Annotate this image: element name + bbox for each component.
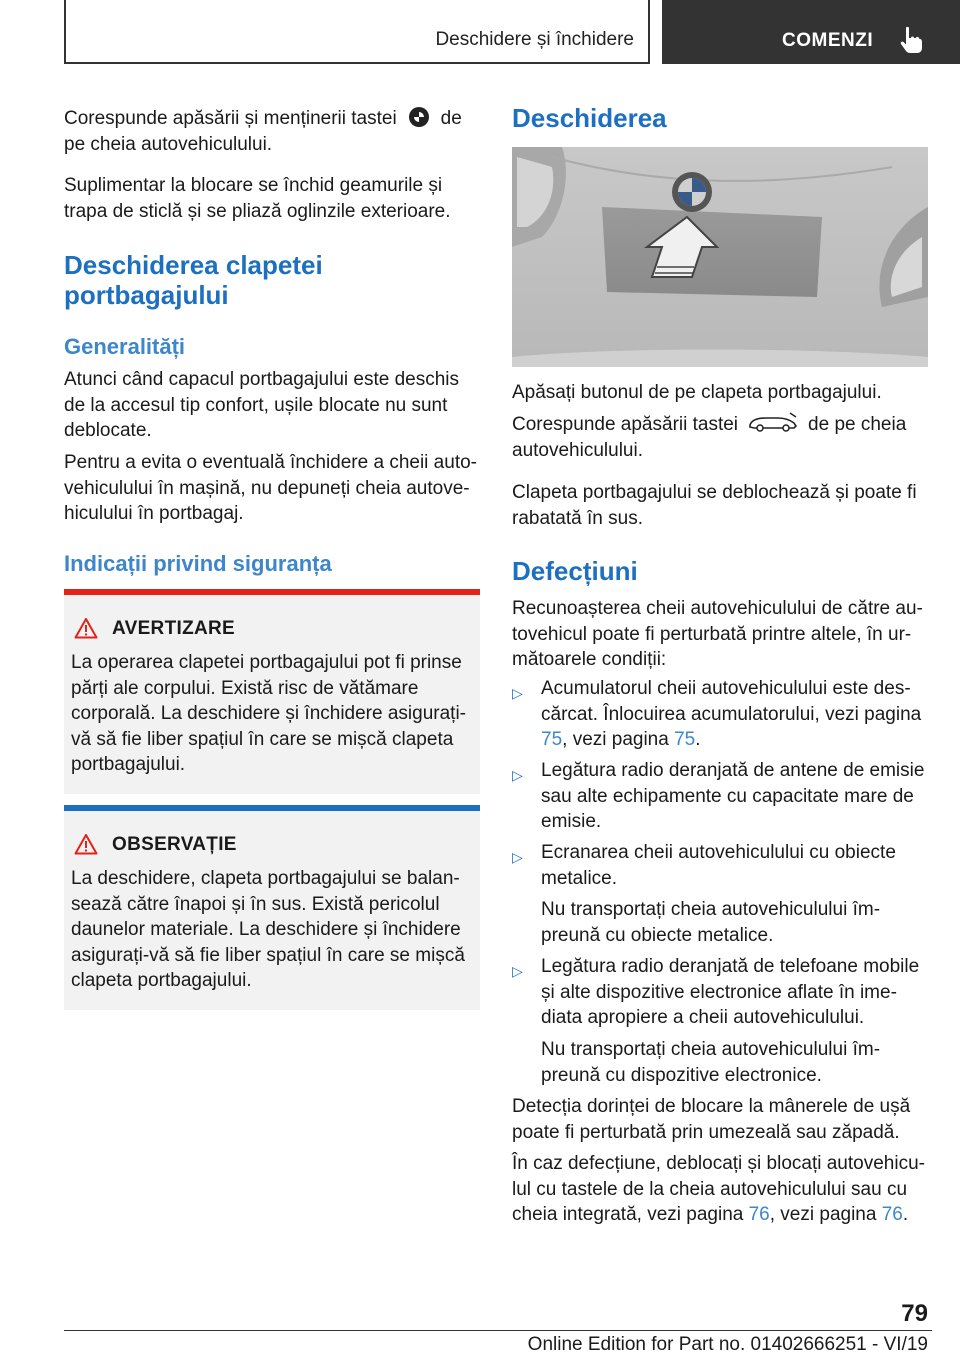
bullet-triangle-icon: ▷ (512, 685, 523, 701)
list-item-subtext: Nu transportați cheia autovehiculului împreună cu dispozitive electronice. (541, 1039, 881, 1086)
car-trunk-icon (748, 411, 798, 433)
notice-title: OBSERVAȚIE (112, 834, 237, 855)
heading-safety: Indicații privind siguranța (64, 551, 332, 576)
text-hold-key-end: pe cheia autovehiculului. (64, 133, 273, 155)
text-fault-unlock: În caz defecțiune, deblocați și blocați autovehiculul cu tastele de la cheia autovehiculului sau cu cheia integrată, vezi pagina (512, 1153, 925, 1225)
page-link[interactable]: 76 (881, 1204, 903, 1225)
warning-text: La operarea clapetei portbagajului pot fi prinse părți ale corpului. Există risc de vătămare corporală. La deschidere și închidere asigurați-vă să fie liber spațiul în care se mișcă clapeta portbagajului. (71, 652, 466, 775)
list-item-text: Ecranarea cheii autovehiculului cu obiecte metalice. (541, 842, 896, 889)
paragraph-windows-close: Suplimentar la blocare se închid geamurile și trapa de sticlă și se pliază oglinzile exterioare. (64, 175, 451, 222)
paragraph-press-key (512, 412, 932, 463)
photo-caption: Apăsați butonul de pe clapeta portbagajului. (512, 382, 882, 403)
bullet-triangle-icon: ▷ (512, 767, 523, 783)
text-hold-key: Corespunde apăsării și menținerii tastei (64, 108, 397, 129)
paragraph-handles: Detecția dorinței de blocare la mânerele de ușă poate fi perturbată prin umezeală sau zăpadă. (512, 1096, 911, 1143)
heading-faults: Defecțiuni (512, 556, 638, 586)
heading-opening: Deschiderea (512, 103, 667, 133)
list-item-text-part: Acumulatorul cheii autovehiculului este descărcat. Înlocuirea acumulatorului, vezi pagina (541, 678, 922, 725)
warning-title: AVERTIZARE (112, 618, 235, 639)
paragraph-faults-intro: Recunoașterea cheii autovehiculului de către autovehicul poate fi perturbată printre altele, în următoarele condiții: (512, 598, 923, 670)
header-section-title: Deschidere și închidere (435, 29, 634, 50)
heading-open-trunk: Deschiderea clapetei portbagajului (64, 250, 323, 310)
text-hold-key-de: de (440, 108, 462, 129)
footer-divider (64, 1330, 932, 1331)
header-tab-label: COMENZI (782, 30, 874, 51)
bmw-key-icon (409, 107, 429, 127)
list-item-text: Legătura radio deranjată de antene de emisie sau alte echipamente cu capacitate mare de emisie. (541, 760, 925, 832)
notice-box (64, 805, 480, 1010)
page-link[interactable]: 76 (748, 1204, 770, 1225)
text-press-key: Corespunde apăsării tastei (512, 414, 739, 435)
header-tab-comenzi[interactable] (662, 0, 960, 64)
pointing-hand-icon (898, 26, 924, 54)
paragraph-fault-unlock (512, 1151, 932, 1228)
page-link[interactable]: 75 (541, 729, 563, 750)
list-item-text (541, 676, 929, 753)
text-fault-unlock-mid: , vezi pagina (769, 1204, 882, 1225)
warning-bar (64, 589, 480, 595)
notice-text: La deschidere, clapeta portbagajului se balansează către înapoi și în sus. Există pericolul daunelor materiale. La deschidere și închidere asigurați-vă să fie liber spațiul în care se mișcă clapeta portbagajului. (71, 868, 465, 991)
list-item-subtext: Nu transportați cheia autovehiculului împreună cu obiecte metalice. (541, 899, 881, 946)
paragraph-hold-key (64, 106, 482, 157)
text-fault-unlock-end: . (902, 1204, 909, 1225)
list-item-text-part: , vezi pagina (562, 729, 675, 750)
footer-edition: Online Edition for Part no. 01402666251 - VI/19 (527, 1334, 928, 1355)
text-press-key-end: autovehiculului. (512, 439, 643, 461)
heading-general: Generalități (64, 334, 186, 359)
paragraph-unlock: Clapeta portbagajului se deblochează și poate fi rabatată în sus. (512, 482, 917, 529)
notice-triangle-icon (74, 833, 98, 855)
trunk-button-photo (512, 147, 928, 367)
list-item-text-part: . (695, 729, 701, 750)
page-link[interactable]: 75 (674, 729, 696, 750)
paragraph-general-1: Atunci când capacul portbagajului este deschis de la accesul tip confort, ușile blocate nu sunt deblocate. (64, 369, 460, 441)
text-press-key-de: de pe cheia (808, 414, 907, 435)
warning-box (64, 589, 480, 794)
notice-bar (64, 805, 480, 811)
bullet-triangle-icon: ▷ (512, 849, 523, 865)
header-section-box (64, 0, 650, 64)
page-number: 79 (901, 1300, 928, 1327)
warning-triangle-icon (74, 617, 98, 639)
list-item-text: Legătura radio deranjată de telefoane mobile și alte dispozitive electronice aflate în imediata apropiere a cheii autovehiculului. (541, 956, 920, 1028)
bullet-triangle-icon: ▷ (512, 963, 523, 979)
paragraph-general-2: Pentru a evita o eventuală închidere a cheii autovehiculului în mașină, nu depuneți cheia autovehiculului în portbagaj. (64, 452, 477, 524)
